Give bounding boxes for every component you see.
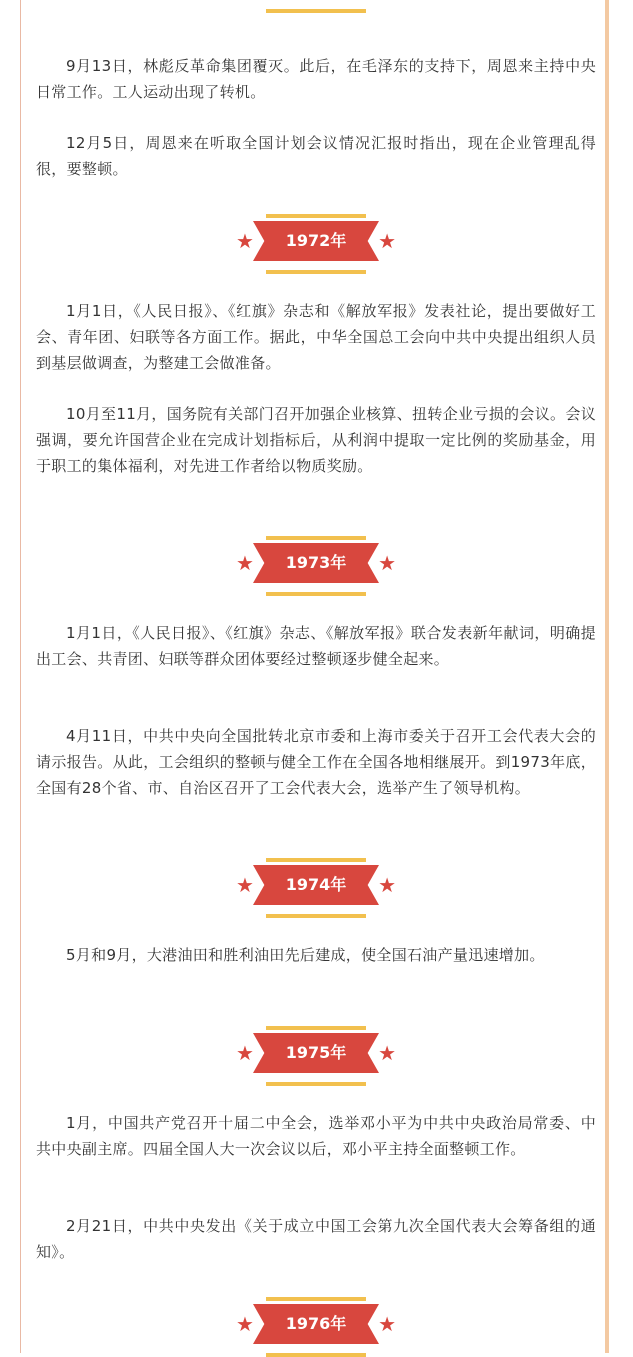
badge-bottom-bar [266,914,366,918]
star-icon: ★ [236,229,254,253]
year-badge-1971 [236,0,396,13]
year-badge-1973 [236,536,396,596]
star-icon: ★ [378,229,396,253]
year-badge-1972 [236,214,396,274]
year-badge-1975 [236,1026,396,1086]
paragraph: 1月，中国共产党召开十届二中全会，选举邓小平为中共中央政治局常委、中共中央副主席。四届全国人大一次会议以后，邓小平主持全面整顿工作。 [36,1114,596,1158]
star-icon: ★ [378,1312,396,1336]
star-icon: ★ [236,551,254,575]
paragraph: 12月5日，周恩来在听取全国计划会议情况汇报时指出，现在企业管理乱得很，要整顿。 [36,134,596,178]
year-badge-1974 [236,858,396,918]
paragraph: 10月至11月，国务院有关部门召开加强企业核算、扭转企业亏损的会议。会议强调，要允许国营企业在完成计划指标后，从利润中提取一定比例的奖励基金，用于职工的集体福利，对先进工作者给以物质奖励。 [36,405,596,475]
star-icon: ★ [236,1312,254,1336]
year-badge-1976 [236,1297,396,1357]
paragraph: 1月1日，《人民日报》、《红旗》杂志、《解放军报》联合发表新年献词，明确提出工会、共青团、妇联等群众团体要经过整顿逐步健全起来。 [36,624,596,668]
paragraph: 4月11日，中共中央向全国批转北京市委和上海市委关于召开工会代表大会的请示报告。从此，工会组织的整顿与健全工作在全国各地相继展开。到1973年底，全国有28个省、市、自治区召开了工会代表大会，选举产生了领导机构。 [36,727,596,797]
paragraph: 2月21日，中共中央发出《关于成立中国工会第九次全国代表大会筹备组的通知》。 [36,1217,596,1261]
paragraph: 9月13日，林彪反革命集团覆灭。此后，在毛泽东的支持下，周恩来主持中央日常工作。工人运动出现了转机。 [36,57,596,101]
badge-bottom-bar [266,9,366,13]
badge-bottom-bar [266,592,366,596]
star-icon: ★ [378,551,396,575]
badge-top-bar [266,858,366,862]
star-icon: ★ [236,1041,254,1065]
star-icon: ★ [236,873,254,897]
badge-bottom-bar [266,1353,366,1357]
year-label: 1972年 [285,231,347,250]
paragraph: 1月1日，《人民日报》、《红旗》杂志和《解放军报》发表社论，提出要做好工会、青年团、妇联等各方面工作。据此，中华全国总工会向中共中央提出组织人员到基层做调查，为整建工会做准备。 [36,302,596,372]
year-label: 1973年 [285,553,347,572]
paragraph: 5月和9月，大港油田和胜利油田先后建成，使全国石油产量迅速增加。 [66,946,545,964]
page-frame-left [20,0,21,1353]
badge-top-bar [266,214,366,218]
year-label: 1975年 [285,1043,347,1062]
page-frame-right [605,0,609,1353]
year-label: 1974年 [285,875,347,894]
badge-top-bar [266,1297,366,1301]
star-icon: ★ [378,873,396,897]
year-label: 1976年 [285,1314,347,1333]
star-icon: ★ [378,1041,396,1065]
badge-bottom-bar [266,1082,366,1086]
badge-bottom-bar [266,270,366,274]
badge-top-bar [266,536,366,540]
badge-top-bar [266,1026,366,1030]
